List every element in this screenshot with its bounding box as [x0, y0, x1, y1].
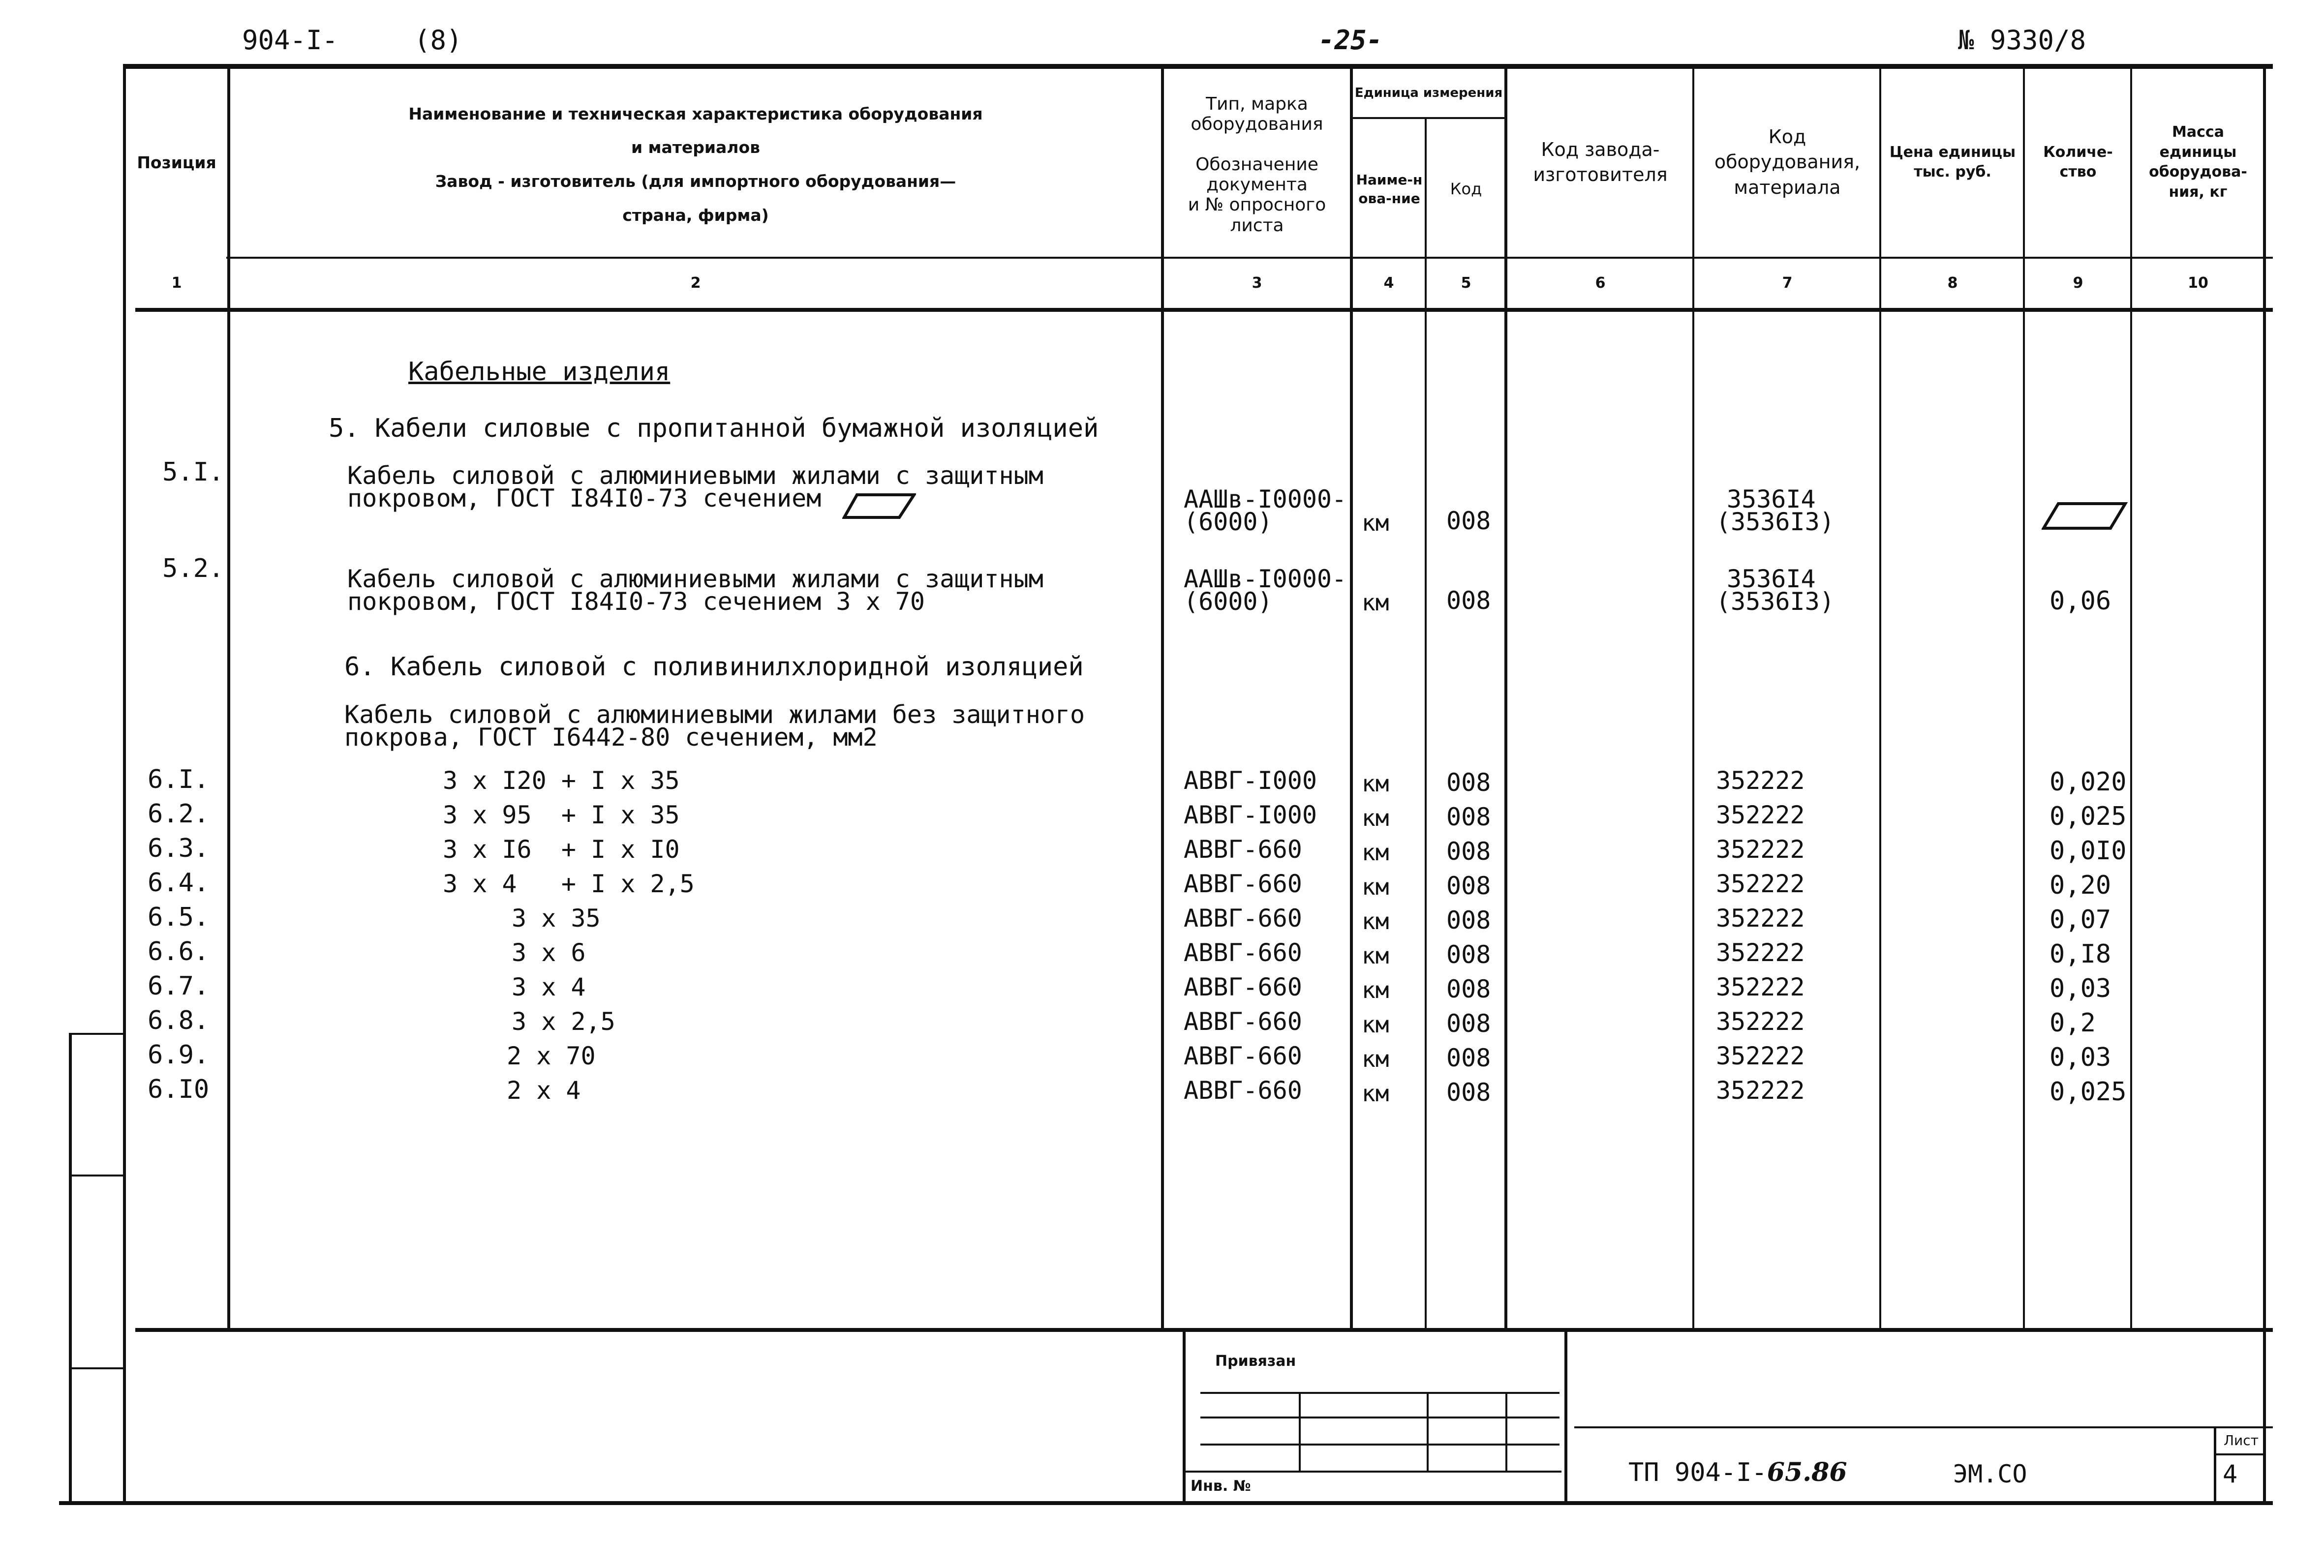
row-6-8-quantity: 0,2: [2049, 1008, 2096, 1038]
header-unit-name: Наиме-нова-ние: [1356, 172, 1423, 207]
row-5-2-type-line2: (6000): [1184, 587, 1273, 616]
row-6-5-unit-code: 008: [1446, 906, 1491, 935]
header-number-4: 4: [1383, 274, 1394, 292]
row-5-1-code-line2: (3536I3): [1716, 508, 1835, 536]
group6-desc-line1: Кабель силовой с алюминиевыми жилами без защитного: [344, 700, 1085, 729]
row-5-1-position: 5.I.: [162, 457, 224, 487]
row-5-1-quantity-placeholder: [2042, 500, 2128, 532]
header-description-line2: и материалов: [631, 138, 761, 157]
row-6-2-code: 352222: [1716, 801, 1805, 829]
row-6-7-quantity: 0,03: [2049, 974, 2111, 1003]
row-6-5-code: 352222: [1716, 904, 1805, 933]
header-number-8: 8: [1947, 274, 1958, 292]
section-title: Кабельные изделия: [408, 357, 671, 387]
row-6-3-quantity: 0,0I0: [2049, 836, 2127, 866]
attached-label: Привязан: [1215, 1353, 1296, 1370]
frame-bottom-line: [59, 1501, 2273, 1505]
row-6-5-quantity: 0,07: [2049, 905, 2111, 935]
row-6-6-code: 352222: [1716, 938, 1805, 967]
row-6-9-quantity: 0,03: [2049, 1043, 2111, 1072]
row-6-6-type: АВВГ-660: [1184, 938, 1302, 967]
document-code-handwritten: 65.86: [1767, 1457, 1847, 1487]
header-type-line5: и № опросного: [1188, 195, 1326, 215]
row-6-2-quantity: 0,025: [2049, 802, 2127, 831]
document-mark: ЭМ.СО: [1953, 1460, 2027, 1488]
col-line-1: [227, 64, 230, 1329]
binding-mark-3: [69, 1367, 124, 1369]
row-5-2-unit-code: 008: [1446, 586, 1491, 615]
row-5-2-unit: км: [1362, 589, 1389, 616]
row-6-9-section: 2 х 70: [507, 1042, 596, 1070]
col-line-9: [2130, 64, 2132, 1329]
header-number-1: 1: [171, 274, 182, 292]
row-6-6-quantity: 0,I8: [2049, 939, 2111, 969]
header-quantity: Количе-ство: [2043, 143, 2113, 181]
header-description-line1: Наименование и техническая характеристика оборудования: [408, 104, 983, 123]
col-line-6: [1692, 64, 1694, 1329]
row-6-1-position: 6.I.: [148, 765, 210, 794]
header-type-line6: листа: [1230, 215, 1284, 236]
row-6-8-unit-code: 008: [1446, 1009, 1491, 1038]
row-6-1-type: АВВГ-I000: [1184, 766, 1317, 795]
header-manufacturer-code: Код завода-изготовителя: [1533, 138, 1668, 185]
row-6-2-position: 6.2.: [148, 799, 210, 829]
header-type-line2: оборудования: [1191, 114, 1323, 135]
row-6-2-unit: км: [1362, 805, 1389, 831]
header-mass: Масса единицы оборудова-ния, кг: [2149, 123, 2247, 201]
row-6-6-position: 6.6.: [148, 937, 210, 966]
header-type-line3: Обозначение: [1195, 154, 1318, 175]
row-5-1-section-placeholder: [842, 491, 916, 521]
group6-desc-line2: покрова, ГОСТ I6442-80 сечением, мм2: [344, 723, 878, 752]
col-line-8: [2023, 64, 2025, 1329]
header-number-9: 9: [2073, 274, 2083, 292]
row-5-1-type-line1: ААШв-I0000-: [1184, 485, 1347, 513]
header-number-2: 2: [690, 274, 701, 292]
row-6-5-position: 6.5.: [148, 903, 210, 932]
stamp-grid-vline-2: [1427, 1392, 1429, 1471]
row-5-2-position: 5.2.: [162, 554, 224, 583]
row-6-10-unit: км: [1362, 1080, 1389, 1107]
row-6-3-unit-code: 008: [1446, 837, 1491, 866]
sheet-number: 4: [2223, 1460, 2238, 1488]
row-6-3-unit: км: [1362, 839, 1389, 866]
header-price: Цена единицы тыс. руб.: [1889, 143, 2016, 181]
row-6-2-unit-code: 008: [1446, 803, 1491, 831]
row-6-9-unit-code: 008: [1446, 1044, 1491, 1072]
row-5-1-desc-line2: покровом, ГОСТ I84I0-73 сечением: [347, 484, 822, 513]
row-6-4-position: 6.4.: [148, 868, 210, 898]
row-6-10-type: АВВГ-660: [1184, 1076, 1302, 1105]
stamp-grid-vline-3: [1505, 1392, 1507, 1471]
row-6-9-position: 6.9.: [148, 1040, 210, 1070]
stamp-grid-line-4: [1186, 1471, 1561, 1473]
header-type-line4: документа: [1206, 175, 1308, 195]
row-6-3-section: 3 х I6 + I х I0: [443, 835, 680, 864]
binding-mark-1: [69, 1033, 124, 1035]
row-6-6-section: 3 х 6: [512, 938, 586, 967]
row-5-2-type-line1: ААШв-I0000-: [1184, 565, 1347, 593]
row-6-7-unit-code: 008: [1446, 975, 1491, 1003]
row-6-4-unit: км: [1362, 874, 1389, 900]
row-6-8-unit: км: [1362, 1011, 1389, 1038]
row-5-1-code-line1: 3536I4: [1727, 485, 1816, 513]
row-6-1-code: 352222: [1716, 766, 1805, 795]
col-line-3: [1350, 64, 1353, 1329]
sheet-label: Лист: [2224, 1432, 2259, 1448]
row-6-10-unit-code: 008: [1446, 1078, 1491, 1107]
stamp-grid-vline-1: [1299, 1392, 1301, 1471]
header-number-5: 5: [1461, 274, 1471, 292]
col-line-2: [1161, 64, 1164, 1329]
table-bottom-line: [135, 1328, 2273, 1332]
doc-series: 904-I-: [242, 25, 338, 56]
row-6-9-type: АВВГ-660: [1184, 1042, 1302, 1070]
header-number-7: 7: [1782, 274, 1793, 292]
row-5-2-code-line2: (3536I3): [1716, 587, 1835, 616]
row-6-10-code: 352222: [1716, 1076, 1805, 1105]
row-6-3-type: АВВГ-660: [1184, 835, 1302, 864]
row-5-1-type-line2: (6000): [1184, 508, 1273, 536]
document-code-printed: ТП 904-I-: [1628, 1458, 1767, 1487]
row-6-10-quantity: 0,025: [2049, 1077, 2127, 1107]
binding-mark-2: [69, 1175, 124, 1176]
header-divider: [226, 257, 2273, 259]
header-description: [230, 89, 1161, 241]
row-5-1-unit-code: 008: [1446, 507, 1491, 535]
row-6-6-unit: км: [1362, 942, 1389, 969]
row-6-4-type: АВВГ-660: [1184, 870, 1302, 898]
header-type: [1164, 84, 1350, 246]
row-6-1-unit-code: 008: [1446, 768, 1491, 797]
document-code: [1628, 1457, 1847, 1487]
col-line-4: [1425, 117, 1427, 1329]
row-5-1-unit: км: [1362, 510, 1389, 536]
row-6-8-type: АВВГ-660: [1184, 1007, 1302, 1036]
row-6-4-code: 352222: [1716, 870, 1805, 898]
archive-number: № 9330/8: [1958, 25, 2086, 56]
row-5-2-quantity: 0,06: [2049, 586, 2111, 616]
header-type-line1: Тип, марка: [1206, 93, 1308, 114]
row-6-6-unit-code: 008: [1446, 940, 1491, 969]
row-6-7-position: 6.7.: [148, 971, 210, 1001]
row-6-10-section: 2 х 4: [507, 1076, 581, 1105]
row-6-8-position: 6.8.: [148, 1006, 210, 1035]
header-unit-group: Единица измерения: [1354, 85, 1503, 100]
col-line-5: [1504, 64, 1507, 1329]
binding-margin-line: [69, 1033, 72, 1501]
row-6-3-position: 6.3.: [148, 834, 210, 863]
row-5-2-desc-line2: покровом, ГОСТ I84I0-73 сечением 3 х 70: [347, 587, 925, 616]
col-line-7: [1879, 64, 1881, 1329]
row-6-2-section: 3 х 95 + I х 35: [443, 801, 680, 829]
header-position: Позиция: [137, 152, 216, 172]
row-6-1-section: 3 х I20 + I х 35: [443, 766, 680, 795]
frame-top-line: [123, 64, 2273, 69]
row-6-7-section: 3 х 4: [512, 973, 586, 1001]
row-6-1-unit: км: [1362, 770, 1389, 797]
header-equipment-code: Код оборудования, материала: [1714, 126, 1861, 198]
page-number: -25-: [1318, 25, 1383, 56]
inventory-number-label: Инв. №: [1191, 1478, 1251, 1495]
row-6-5-unit: км: [1362, 908, 1389, 935]
row-6-4-quantity: 0,20: [2049, 871, 2111, 900]
row-6-3-code: 352222: [1716, 835, 1805, 864]
unit-group-divider: [1350, 117, 1505, 119]
row-6-5-type: АВВГ-660: [1184, 904, 1302, 933]
sheet-box-divider: [2214, 1453, 2263, 1455]
group6-title: 6. Кабель силовой с поливинилхлоридной изоляцией: [344, 652, 1084, 682]
header-bottom-line: [135, 308, 2273, 312]
row-5-2-code-line1: 3536I4: [1727, 565, 1816, 593]
row-6-7-unit: км: [1362, 977, 1389, 1003]
header-number-6: 6: [1595, 274, 1606, 292]
row-5-1-desc-line1: Кабель силовой с алюминиевыми жилами с защитным: [347, 461, 1043, 490]
row-6-4-unit-code: 008: [1446, 872, 1491, 900]
stamp-title-line: [1574, 1426, 2273, 1428]
row-6-4-section: 3 х 4 + I х 2,5: [443, 870, 695, 898]
row-6-8-section: 3 х 2,5: [512, 1007, 615, 1036]
row-5-2-desc-line1: Кабель силовой с алюминиевыми жилами с защитным: [347, 565, 1043, 593]
header-number-10: 10: [2188, 274, 2208, 292]
header-description-line4: страна, фирма): [622, 205, 769, 225]
header-description-line3: Завод - изготовитель (для импортного оборудования—: [435, 172, 956, 191]
row-6-1-quantity: 0,020: [2049, 767, 2127, 797]
row-6-9-unit: км: [1362, 1046, 1389, 1072]
row-6-9-code: 352222: [1716, 1042, 1805, 1070]
frame-right-line: [2263, 64, 2266, 1501]
row-6-7-code: 352222: [1716, 973, 1805, 1001]
header-unit-code: Код: [1450, 180, 1482, 199]
group5-title: 5. Кабели силовые с пропитанной бумажной изоляцией: [329, 414, 1099, 443]
row-6-8-code: 352222: [1716, 1007, 1805, 1036]
row-6-10-position: 6.I0: [148, 1075, 210, 1104]
row-6-2-type: АВВГ-I000: [1184, 801, 1317, 829]
row-6-5-section: 3 х 35: [512, 904, 601, 933]
row-6-7-type: АВВГ-660: [1184, 973, 1302, 1001]
doc-part: (8): [414, 25, 462, 56]
header-number-3: 3: [1252, 274, 1262, 292]
